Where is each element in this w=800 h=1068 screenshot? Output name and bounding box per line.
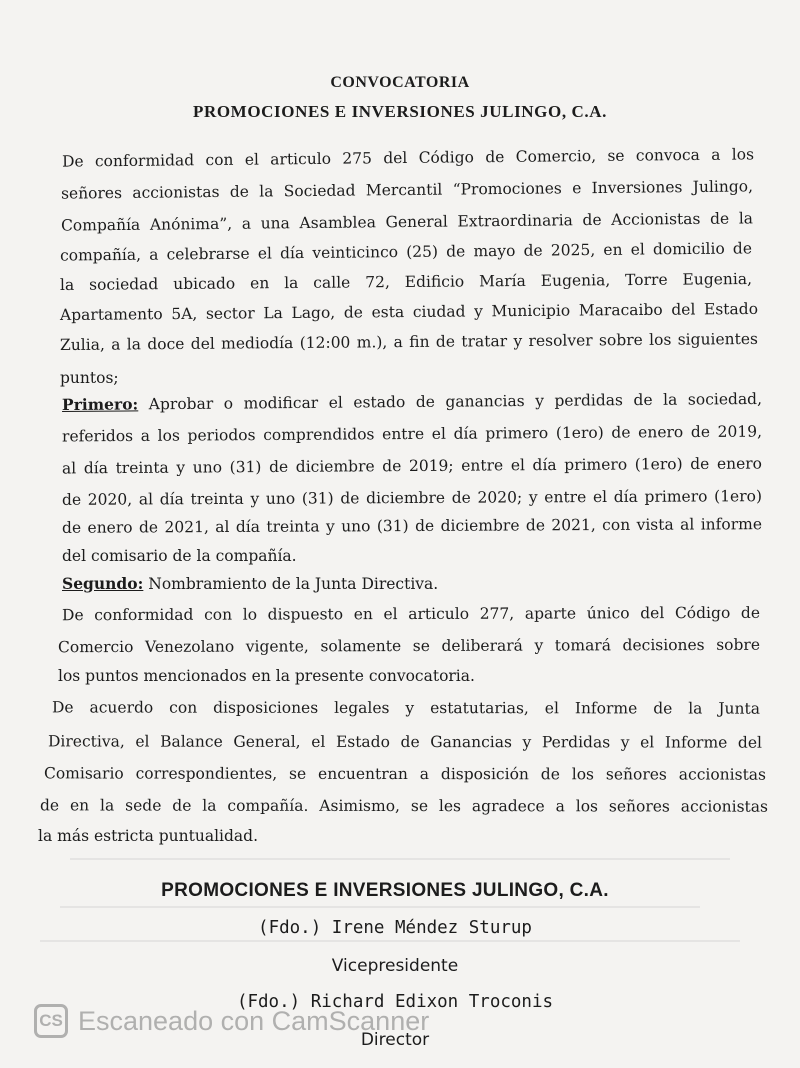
text-line: [62, 389, 762, 415]
signer-2-name: (Fdo.) Richard Edixon Troconis: [236, 992, 554, 1012]
document-title: CONVOCATORIA: [330, 74, 470, 91]
bleed-through-line: [40, 940, 740, 942]
text-line: Compañía Anónima”, a una Asamblea General Extraordinaria de Accionistas de la: [60, 209, 754, 235]
text-line: Apartamento 5A, sector La Lago, de esta ciudad y Municipio Maracaibo del Estado: [59, 299, 759, 325]
text-line: la sociedad ubicado en la calle 72, Edificio María Eugenia, Torre Eugenia,: [59, 269, 753, 295]
camscanner-logo-icon: CS: [34, 1004, 68, 1038]
bleed-through-line: [60, 906, 700, 908]
text-line: de enero de 2021, al día treinta y uno (31) de diciembre de 2021, con vista al informe: [61, 515, 763, 537]
signer-1-name: (Fdo.) Irene Méndez Sturup: [258, 918, 532, 938]
signature-company: PROMOCIONES E INVERSIONES JULINGO, C.A.: [161, 880, 609, 901]
text-line: Comercio Venezolano vigente, solamente se deliberará y tomará decisiones sobre: [57, 635, 761, 657]
text-line: los puntos mencionados en la presente convocatoria.: [58, 667, 475, 685]
text-line: la más estricta puntualidad.: [38, 827, 259, 845]
primero-text: Aprobar o modificar el estado de ganancias y perdidas de la sociedad,: [138, 389, 763, 414]
text-line: De conformidad con el articulo 275 del Código de Comercio, se convoca a los: [61, 145, 755, 171]
signer-1-role: Vicepresidente: [331, 956, 459, 976]
text-line: señores accionistas de la Sociedad Mercantil “Promociones e Inversiones Julingo,: [60, 177, 754, 203]
primero-label: Primero:: [61, 394, 139, 415]
company-heading: PROMOCIONES E INVERSIONES JULINGO, C.A.: [193, 102, 607, 121]
signer-2-role: Director: [360, 1030, 430, 1050]
text-line: puntos;: [60, 369, 119, 387]
text-line: al día treinta y uno (31) de diciembre de 2019; entre el día primero (1ero) de enero: [61, 454, 763, 478]
text-line: compañía, a celebrarse el día veinticinco (25) de mayo de 2025, en el domicilio de: [59, 239, 753, 265]
text-line: Zulia, a la doce del mediodía (12:00 m.), a fin de tratar y resolver sobre los siguientes: [59, 329, 759, 355]
segundo-label: Segundo:: [62, 574, 144, 593]
segundo-text: Nombramiento de la Junta Directiva.: [143, 575, 439, 593]
text-line: Comisario correspondientes, se encuentran a disposición de los señores accionistas: [43, 764, 767, 784]
bleed-through-line: [70, 858, 730, 860]
scanner-watermark: [34, 1004, 429, 1038]
text-line: del comisario de la compañía.: [62, 547, 297, 565]
text-line: de 2020, al día treinta y uno (31) de diciembre de 2020; y entre el día primero (1ero): [61, 487, 763, 509]
text-line: De acuerdo con disposiciones legales y estatutarias, el Informe de la Junta: [51, 698, 761, 718]
text-line: referidos a los periodos comprendidos entre el día primero (1ero) de enero de 2019,: [61, 422, 763, 446]
text-line: De conformidad con lo dispuesto en el articulo 277, aparte único del Código de: [61, 603, 761, 625]
text-line: de en la sede de la compañía. Asimismo, se les agradece a los señores accionistas: [39, 796, 769, 816]
item-segundo: [62, 574, 438, 594]
text-line: Directiva, el Balance General, el Estado de Ganancias y Perdidas y el Informe del: [47, 732, 763, 752]
watermark-text: Escaneado con CamScanner: [78, 1005, 430, 1036]
